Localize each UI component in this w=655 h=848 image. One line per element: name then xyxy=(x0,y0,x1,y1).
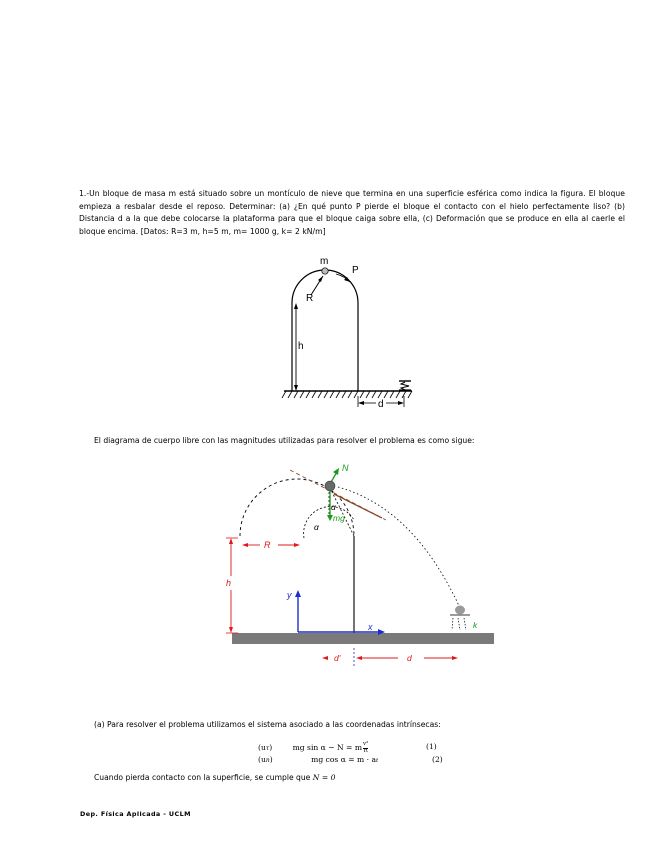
eq1-sub: τ xyxy=(265,745,270,752)
eq2-lhs: mg cos α = m · a xyxy=(311,755,377,764)
eq1-label: (u xyxy=(258,743,266,752)
mound-figure xyxy=(280,255,420,415)
free-body-diagram xyxy=(214,458,504,678)
figure1-label-h: h xyxy=(298,341,304,352)
eq2-number: (2) xyxy=(432,755,443,764)
fbd-label-alpha: α xyxy=(331,502,336,512)
eq2-sub: n xyxy=(265,757,270,764)
eq1-lhs: mg sin α − N = m xyxy=(292,743,363,752)
eq1-frac-den: R xyxy=(363,747,368,754)
contact-condition xyxy=(94,773,335,783)
eq1-number: (1) xyxy=(426,742,437,751)
figure1-label-m: m xyxy=(320,256,329,267)
eq1-frac-num: v² xyxy=(363,741,369,747)
footer-department: Dep. Física Aplicada - UCLM xyxy=(80,810,191,818)
fbd-label-mg: mg xyxy=(333,513,345,523)
fbd-label-y: y xyxy=(287,590,292,600)
figure1-label-P: P xyxy=(352,265,359,276)
part-a-intro: (a) Para resolver el problema utilizamos el sistema asociado a las coordenadas intrínsecas: xyxy=(94,720,441,729)
figure1-label-R: R xyxy=(306,293,314,304)
fbd-label-R: R xyxy=(264,540,271,550)
fbd-label-k: k xyxy=(473,620,478,630)
figure1-label-d: d xyxy=(378,399,384,410)
fbd-label-alpha-2: α xyxy=(314,522,319,532)
fbd-label-x: x xyxy=(368,622,373,632)
problem-statement: 1.-Un bloque de masa m está situado sobre un montículo de nieve que termina en una superficie esférica como indica la figura. El bloque empieza a resbalar desde el reposo. Determinar: (a) ¿En qué punto P pierde el bloque el contacto con el hielo perfectamente liso? (b) Distancia d a la que debe colocarse la plataforma para que el bloque caiga sobre ella, (c) Deformación que se produce en ella al caerle el bloque encima. [Datos: R=3 m, h=5 m, m= 1000 g, k= 2 kN/m] xyxy=(79,189,625,236)
equation-1: (uτ) mg sin α − N = m $\frac{\text{v²}}{R}$ (1) xyxy=(258,741,437,754)
fbd-intro: El diagrama de cuerpo libre con las magnitudes utilizadas para resolver el problema es como sigue: xyxy=(94,436,475,445)
equation-2: (un) mg cos α = m · at (2) xyxy=(258,755,443,764)
fbd-label-N: N xyxy=(342,463,349,473)
contact-text: Cuando pierda contacto con la superficie, se cumple que xyxy=(94,773,311,782)
eq2-sub2: t xyxy=(376,758,379,764)
fbd-label-d-prime: d' xyxy=(334,653,341,663)
fbd-label-h: h xyxy=(226,578,232,588)
contact-equation: N = 0 xyxy=(312,773,336,782)
eq2-label: (u xyxy=(258,755,266,764)
fbd-label-d: d xyxy=(407,653,412,663)
